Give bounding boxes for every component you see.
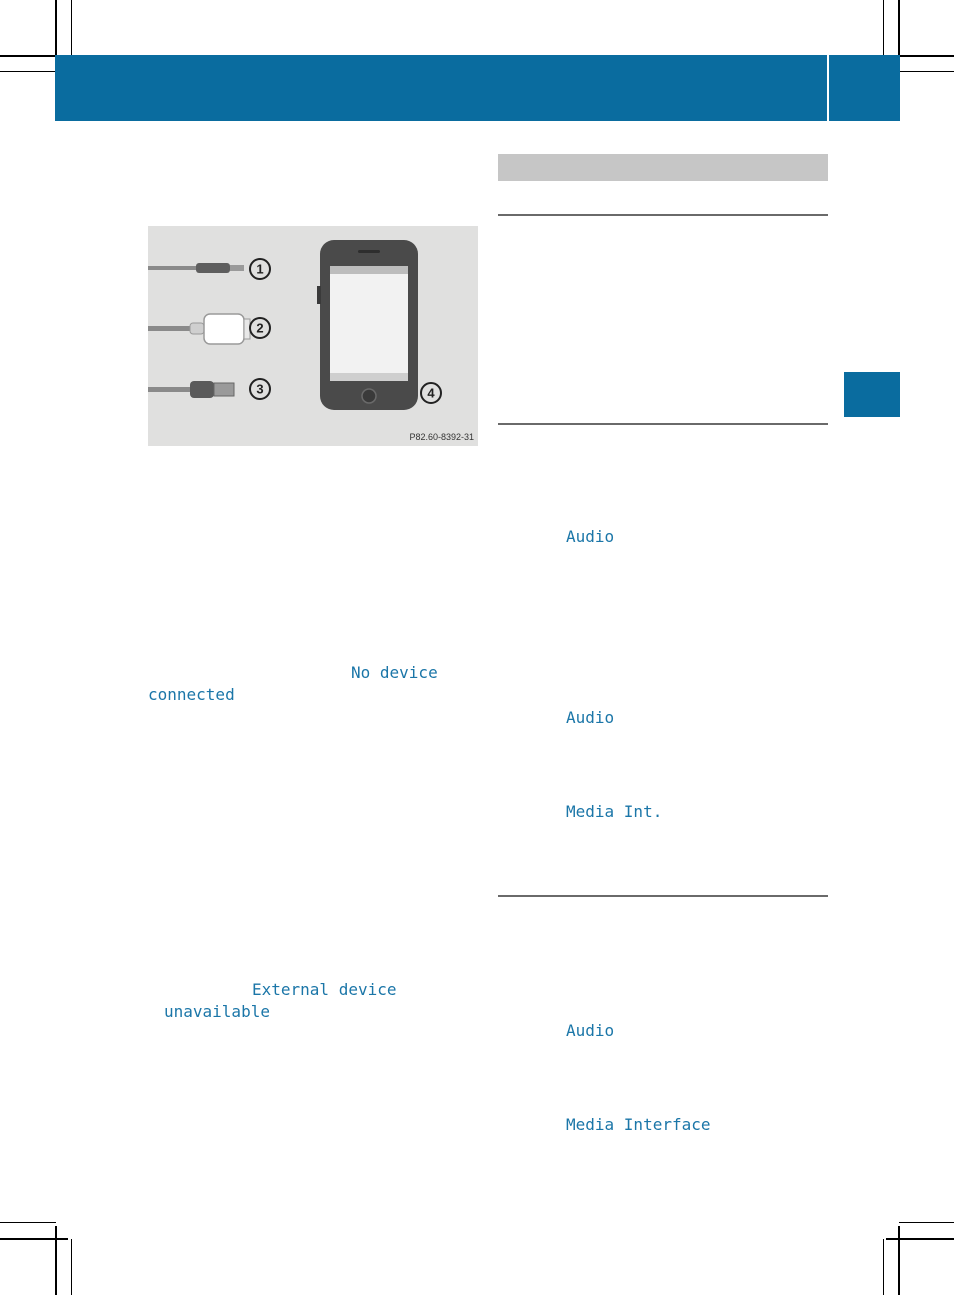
crop-mark	[883, 0, 884, 56]
section-header-bar	[498, 154, 828, 181]
crop-mark	[71, 0, 72, 56]
audio-jack-cable	[148, 259, 270, 279]
chapter-side-tab	[844, 372, 900, 417]
crop-mark	[883, 1239, 884, 1295]
usb-cable	[148, 379, 270, 399]
menu-item-media-interface: Media Interface	[566, 1115, 711, 1134]
callout-2: 2	[256, 320, 264, 336]
menu-item-audio: Audio	[566, 1021, 615, 1040]
callout-4: 4	[427, 385, 435, 401]
callout-1: 1	[256, 261, 264, 277]
display-text-connected: connected	[148, 685, 235, 704]
connection-illustration	[148, 226, 478, 446]
crop-mark	[55, 1226, 57, 1295]
menu-item-media-int: Media Int.	[566, 802, 663, 821]
display-text-external-device: External device	[252, 980, 397, 999]
section-rule	[498, 423, 828, 425]
crop-mark	[0, 71, 56, 72]
dock-connector-cable	[148, 314, 270, 344]
header-divider	[827, 55, 829, 121]
section-rule	[498, 895, 828, 897]
connection-figure	[148, 226, 478, 446]
figure-code: P82.60-8392-31	[409, 432, 474, 442]
crop-mark	[899, 1222, 954, 1223]
menu-item-audio: Audio	[566, 527, 615, 546]
crop-mark	[899, 71, 954, 72]
section-rule	[498, 214, 828, 216]
crop-mark	[71, 1239, 72, 1295]
crop-mark	[886, 1238, 954, 1240]
page-header-bar	[55, 55, 900, 121]
display-text-unavailable: unavailable	[164, 1002, 270, 1021]
crop-mark	[0, 1222, 56, 1223]
mobile-device	[317, 240, 418, 410]
crop-mark	[0, 1238, 68, 1240]
menu-item-audio: Audio	[566, 708, 615, 727]
callout-3: 3	[256, 381, 264, 397]
display-text-no-device: No device	[351, 663, 438, 682]
crop-mark	[898, 1226, 900, 1295]
